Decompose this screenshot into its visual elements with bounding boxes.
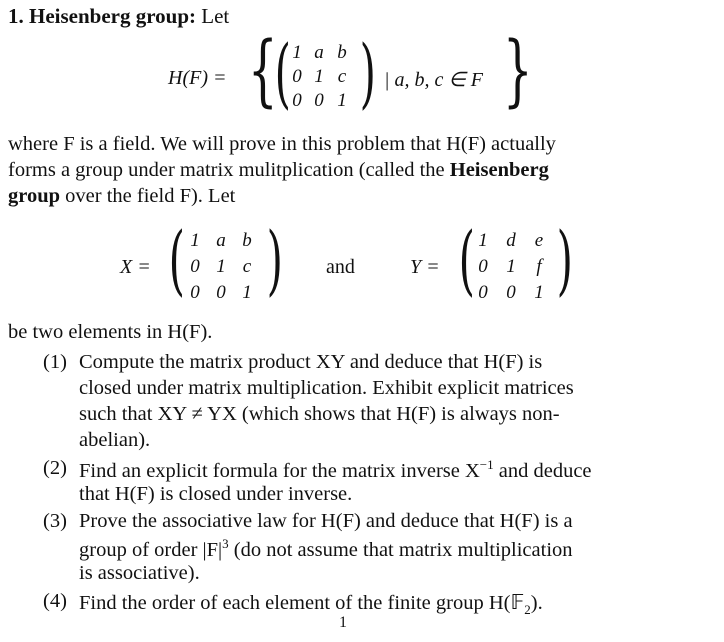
- matrix-cell: c: [242, 256, 252, 277]
- matrix-cell: f: [536, 256, 542, 277]
- matrix-cell: 1: [534, 282, 544, 303]
- heading-title: Heisenberg group:: [29, 4, 197, 28]
- item-line: closed under matrix multiplication. Exhibit explicit matrices: [79, 377, 574, 399]
- item-text: group of order |F|: [79, 538, 223, 561]
- matrix-cell: 0: [190, 256, 200, 277]
- item-text: (do not assume that matrix multiplication: [228, 538, 573, 561]
- matrix-cell: b: [242, 230, 252, 251]
- item-number: (3): [43, 510, 67, 532]
- definition-matrix: [288, 42, 358, 122]
- matrix-cell: 0: [190, 282, 200, 303]
- matrix-cell: d: [506, 230, 516, 251]
- right-paren: ): [359, 28, 376, 117]
- item-line: abelian).: [79, 429, 151, 451]
- y-matrix: [474, 230, 554, 310]
- x-label: X =: [120, 256, 151, 278]
- item-line: Prove the associative law for H(F) and deduce that H(F) is a: [79, 510, 573, 532]
- matrix-cell: 0: [314, 90, 324, 111]
- paragraph-line: be two elements in H(F).: [8, 321, 213, 343]
- left-paren: (: [458, 215, 475, 304]
- matrix-cell: 0: [478, 256, 488, 277]
- item-text: Find the order of each element of the finite group H(𝔽: [79, 592, 525, 614]
- item-text: Find an explicit formula for the matrix inverse X: [79, 459, 480, 482]
- definition-lhs: H(F) =: [168, 67, 227, 89]
- matrix-cell: 0: [216, 282, 226, 303]
- paragraph-text: forms a group under matrix mulitplication (called the: [8, 159, 450, 181]
- matrix-cell: e: [534, 230, 544, 251]
- subscript: 2: [524, 602, 531, 618]
- paragraph-text: over the field F). Let: [60, 185, 236, 207]
- superscript: 3: [222, 536, 229, 551]
- item-line: is associative).: [79, 562, 200, 584]
- matrix-cell: 1: [337, 90, 347, 111]
- paragraph-line: [8, 159, 549, 182]
- right-paren: ): [556, 215, 573, 304]
- matrix-cell: 1: [478, 230, 488, 251]
- matrix-cell: 1: [216, 256, 226, 277]
- item-line: such that XY ≠ YX (which shows that H(F) is always non-: [79, 403, 560, 425]
- definition-condition: | a, b, c ∈ F: [384, 69, 484, 91]
- matrix-cell: 0: [292, 66, 302, 87]
- matrix-cell: 1: [292, 42, 302, 63]
- left-brace: {: [247, 26, 278, 116]
- paragraph-line: [8, 185, 235, 208]
- matrix-cell: 1: [242, 282, 252, 303]
- item-number: (4): [43, 590, 67, 612]
- heading-tail: Let: [201, 4, 230, 28]
- item-line: that H(F) is closed under inverse.: [79, 483, 353, 505]
- matrix-cell: b: [337, 42, 347, 63]
- right-brace: }: [502, 26, 533, 116]
- heading-number: 1.: [8, 4, 24, 28]
- matrix-cell: c: [337, 66, 347, 87]
- matrix-cell: 0: [478, 282, 488, 303]
- paragraph-line: where F is a field. We will prove in this problem that H(F) actually: [8, 133, 556, 155]
- matrix-cell: a: [314, 42, 324, 63]
- right-paren: ): [266, 215, 283, 304]
- item-number: (2): [43, 457, 67, 479]
- item-line: Compute the matrix product XY and deduce that H(F) is: [79, 351, 543, 373]
- x-matrix: [186, 230, 266, 310]
- left-paren: (: [274, 28, 291, 117]
- problem-heading: [8, 4, 229, 29]
- bold-term: group: [8, 185, 61, 207]
- left-paren: (: [168, 215, 185, 304]
- matrix-cell: 1: [506, 256, 516, 277]
- item-line: [79, 536, 573, 562]
- item-line: [79, 457, 592, 483]
- bold-term: Heisenberg: [449, 159, 549, 181]
- item-line: [79, 590, 543, 618]
- matrix-cell: a: [216, 230, 226, 251]
- item-text: and deduce: [493, 459, 592, 482]
- and-word: and: [326, 256, 355, 278]
- item-text: ).: [530, 592, 543, 614]
- page-number: 1: [339, 614, 347, 631]
- item-number: (1): [43, 351, 67, 373]
- matrix-cell: 1: [314, 66, 324, 87]
- matrix-cell: 0: [506, 282, 516, 303]
- matrix-cell: 0: [292, 90, 302, 111]
- y-label: Y =: [410, 256, 440, 278]
- superscript: −1: [479, 457, 494, 472]
- matrix-cell: 1: [190, 230, 200, 251]
